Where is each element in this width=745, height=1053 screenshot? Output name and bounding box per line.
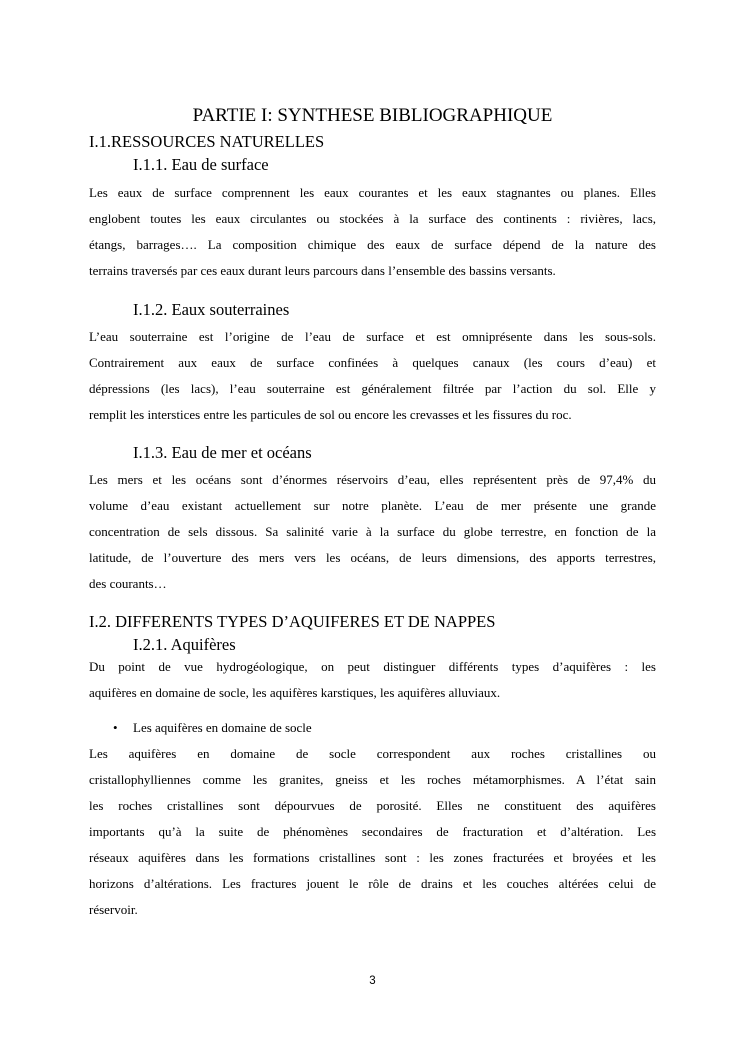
subsection-heading-eau-de-mer: I.1.3. Eau de mer et océans (133, 443, 312, 462)
text-line: Les mers et les océans sont d’énormes réservoirs d’eau, elles représentent près de 97,4% du (89, 472, 656, 487)
paragraph-aquiferes (89, 654, 656, 706)
paragraph-eau-de-surface (89, 180, 656, 284)
text-line: Les eaux de surface comprennent les eaux courantes et les eaux stagnantes ou planes. Elles (89, 185, 656, 200)
text-line: concentration de sels dissous. Sa salinité varie à la surface du globe terrestre, en fonction de la (89, 524, 656, 539)
text-line: englobent toutes les eaux circulantes ou stockées à la surface des continents : rivières, lacs, (89, 211, 656, 226)
bullet-item-label: Les aquifères en domaine de socle (133, 720, 312, 735)
bullet-item-aquiferes-socle (113, 718, 312, 738)
text-line: latitude, de l’ouverture des mers vers les océans, de leurs dimensions, des apports terrestres, (89, 550, 656, 565)
paragraph-eaux-souterraines (89, 324, 656, 428)
text-line: Contrairement aux eaux de surface confinées à quelques canaux (les cours d’eau) et (89, 355, 656, 370)
text-line: dépressions (les lacs), l’eau souterraine est généralement filtrée par l’action du sol. Elle y (89, 381, 656, 396)
text-line: L’eau souterraine est l’origine de l’eau de surface et est omniprésente dans les sous-sols. (89, 329, 656, 344)
paragraph-aquiferes-socle (89, 741, 656, 923)
subsection-heading-eaux-souterraines: I.1.2. Eaux souterraines (133, 300, 290, 319)
bullet-icon: • (113, 720, 118, 735)
section-heading-types-aquiferes: I.2. DIFFERENTS TYPES D’AQUIFERES ET DE NAPPES (89, 612, 496, 631)
page-number: 3 (369, 975, 376, 987)
text-line: étangs, barrages…. La composition chimique des eaux de surface dépend de la nature des (89, 237, 656, 252)
text-line: Les aquifères en domaine de socle correspondent aux roches cristallines ou (89, 746, 656, 761)
text-line: remplit les interstices entre les particules de sol ou encore les crevasses et les fissures du roc. (89, 407, 572, 422)
text-line: Du point de vue hydrogéologique, on peut distinguer différents types d’aquifères : les (89, 659, 656, 674)
text-line: les roches cristallines sont dépourvues de porosité. Elles ne constituent des aquifères (89, 798, 656, 813)
text-line: aquifères en domaine de socle, les aquifères karstiques, les aquifères alluviaux. (89, 685, 501, 700)
text-line: terrains traversés par ces eaux durant leurs parcours dans l’ensemble des bassins versants. (89, 263, 556, 278)
section-heading-ressources-naturelles: I.1.RESSOURCES NATURELLES (89, 132, 325, 151)
text-line: réseaux aquifères dans les formations cristallines sont : les zones fracturées et broyées et les (89, 850, 656, 865)
paragraph-eau-de-mer (89, 467, 656, 597)
subsection-heading-eau-de-surface: I.1.1. Eau de surface (133, 155, 269, 174)
text-line: horizons d’altérations. Les fractures jouent le rôle de drains et les couches altérées celui de (89, 876, 656, 891)
text-line: des courants… (89, 576, 167, 591)
subsection-heading-aquiferes: I.2.1. Aquifères (133, 635, 236, 654)
page-title: PARTIE I: SYNTHESE BIBLIOGRAPHIQUE (192, 105, 553, 126)
text-line: importants qu’à la suite de phénomènes secondaires de fracturation et d’altération. Les (89, 824, 656, 839)
text-line: cristallophylliennes comme les granites, gneiss et les roches métamorphismes. A l’état sain (89, 772, 656, 787)
text-line: réservoir. (89, 902, 138, 917)
text-line: volume d’eau existant actuellement sur notre planète. L’eau de mer présente une grande (89, 498, 656, 513)
